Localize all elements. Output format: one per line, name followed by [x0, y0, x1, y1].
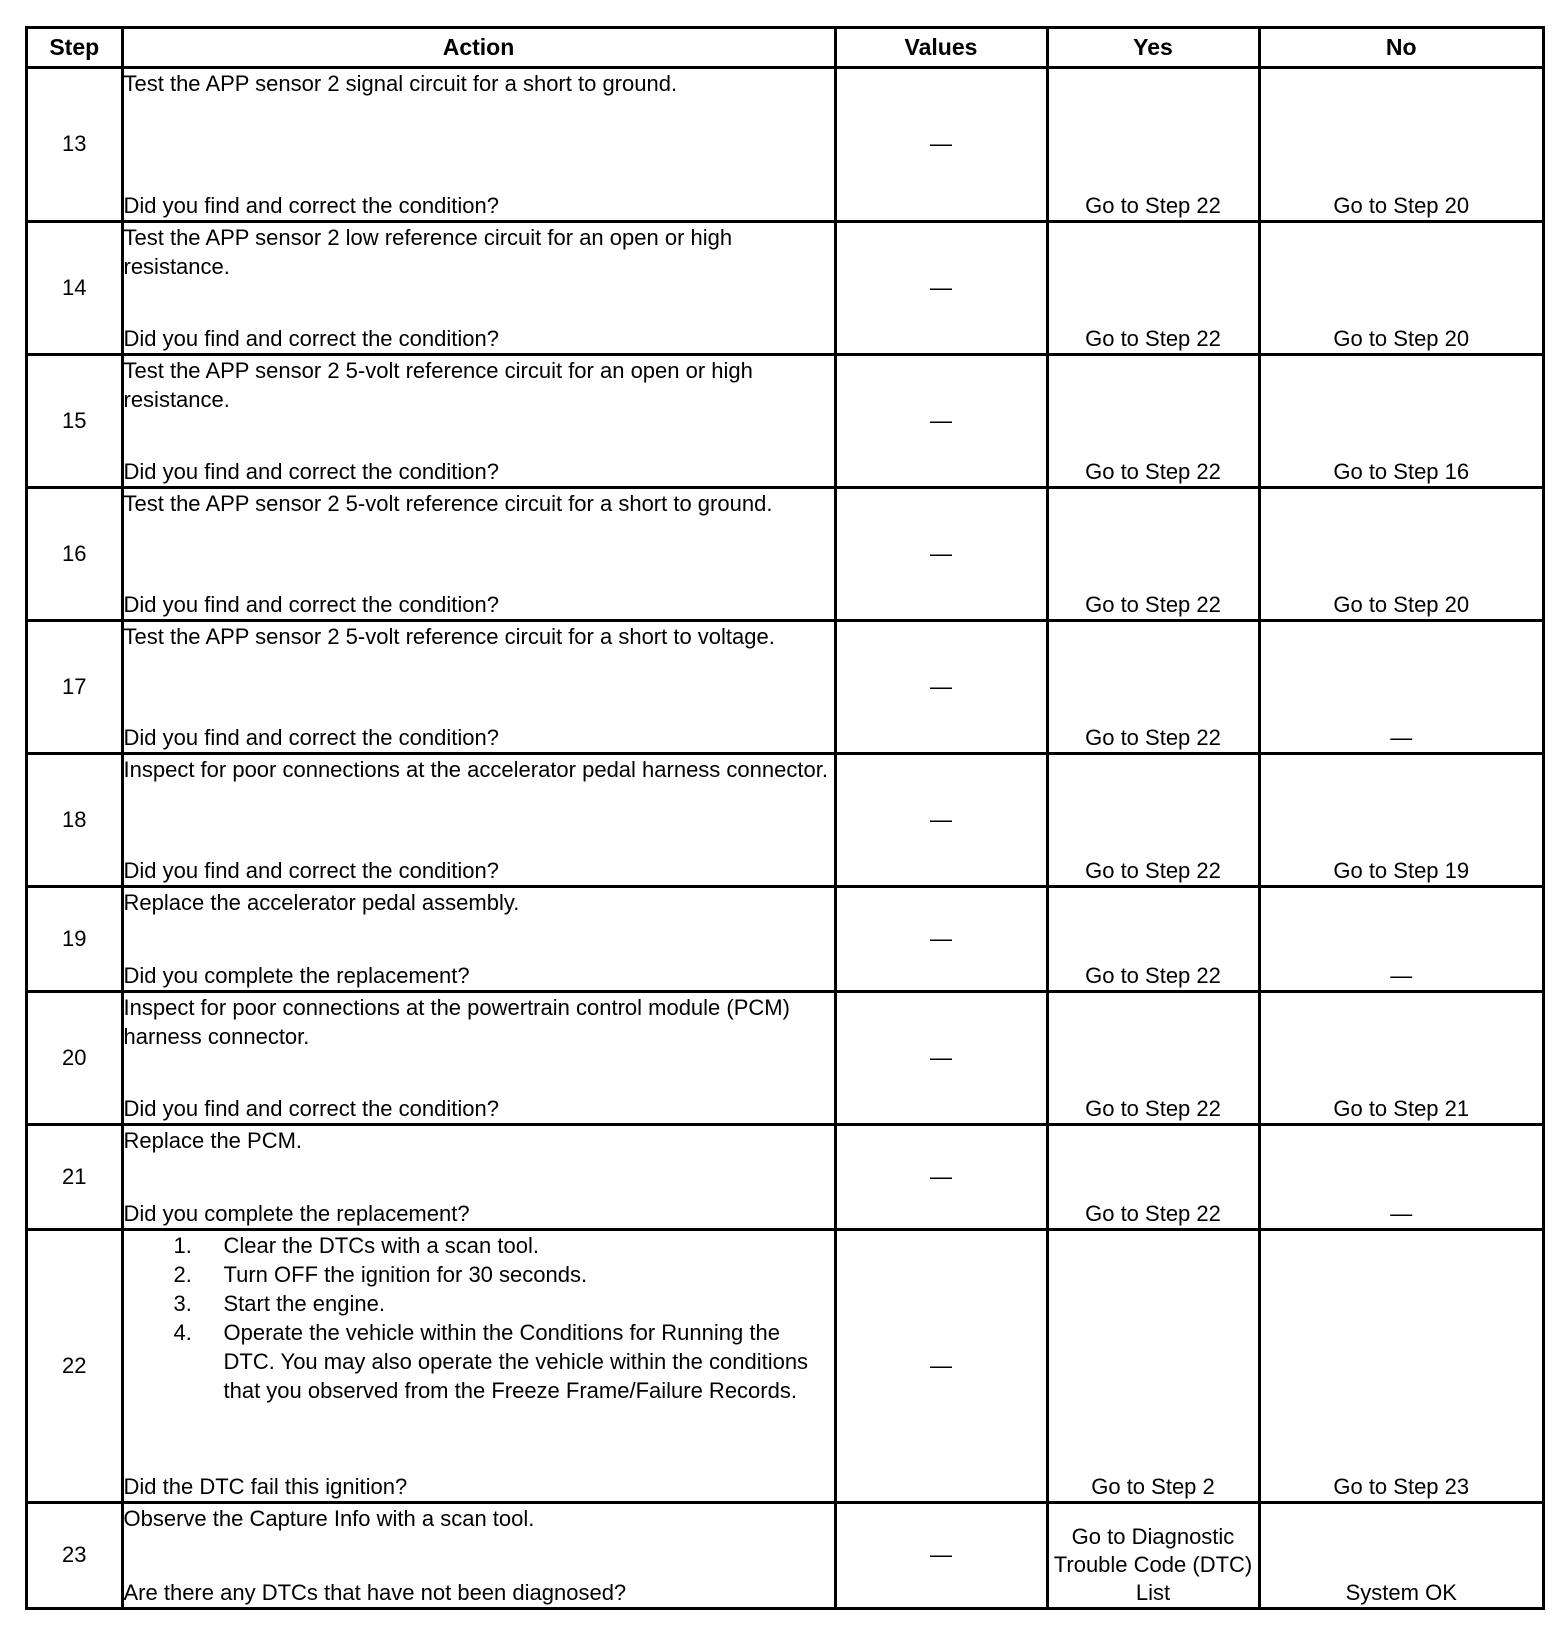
header-action: Action — [122, 29, 835, 68]
procedure-item: Operate the vehicle within the Conditions for Running the DTC. You may also operate the vehicle within the conditions that you observed from the Freeze Frame/Failure Records. — [223, 1319, 809, 1403]
yes-cell: Go to Step 22 — [1047, 354, 1259, 487]
no-cell: Go to Step 19 — [1259, 753, 1542, 886]
action-cell — [122, 620, 835, 753]
action-cell — [122, 753, 835, 886]
header-step: Step — [28, 29, 122, 68]
action-text: Replace the accelerator pedal assembly. — [123, 889, 520, 915]
procedure-list — [124, 1231, 834, 1405]
table-row — [28, 221, 1542, 354]
action-text: Replace the PCM. — [123, 1127, 303, 1153]
no-cell: Go to Step 20 — [1259, 487, 1542, 620]
action-text: Test the APP sensor 2 5-volt reference circuit for a short to voltage. — [123, 623, 775, 649]
table-row — [28, 1502, 1542, 1607]
values-cell: — — [835, 354, 1047, 487]
yes-cell: Go to Diagnostic Trouble Code (DTC) List — [1047, 1502, 1259, 1607]
yes-cell: Go to Step 22 — [1047, 620, 1259, 753]
no-cell: — — [1259, 1124, 1542, 1229]
action-text: Test the APP sensor 2 5-volt reference circuit for a short to ground. — [123, 490, 773, 516]
action-cell — [122, 991, 835, 1124]
header-row — [28, 29, 1542, 68]
action-cell — [122, 68, 835, 222]
values-cell: — — [835, 487, 1047, 620]
step-number: 14 — [28, 221, 122, 354]
step-number: 20 — [28, 991, 122, 1124]
table-row — [28, 620, 1542, 753]
action-question: Did you complete the replacement? — [123, 962, 470, 988]
action-text: Test the APP sensor 2 low reference circuit for an open or high resistance. — [123, 224, 733, 279]
yes-cell: Go to Step 22 — [1047, 221, 1259, 354]
table-row — [28, 1229, 1542, 1502]
values-cell: — — [835, 68, 1047, 222]
step-number: 23 — [28, 1502, 122, 1607]
procedure-item: Start the engine. — [223, 1290, 385, 1316]
header-yes: Yes — [1047, 29, 1259, 68]
step-number: 21 — [28, 1124, 122, 1229]
action-cell — [122, 1502, 835, 1607]
header-values: Values — [835, 29, 1047, 68]
table-row — [28, 354, 1542, 487]
action-question: Did you find and correct the condition? — [123, 458, 499, 484]
yes-cell: Go to Step 22 — [1047, 487, 1259, 620]
table-row — [28, 886, 1542, 991]
values-cell: — — [835, 1229, 1047, 1502]
diagnostic-steps-table — [28, 29, 1542, 1607]
action-cell — [122, 886, 835, 991]
yes-cell: Go to Step 22 — [1047, 886, 1259, 991]
action-cell — [122, 1229, 835, 1502]
diagnostic-table-frame — [25, 26, 1545, 1610]
action-text: Inspect for poor connections at the accelerator pedal harness connector. — [123, 756, 828, 782]
no-cell: Go to Step 20 — [1259, 68, 1542, 222]
action-question: Did you find and correct the condition? — [123, 1095, 499, 1121]
action-text: Test the APP sensor 2 signal circuit for a short to ground. — [123, 71, 678, 96]
yes-cell: Go to Step 2 — [1047, 1229, 1259, 1502]
step-number: 16 — [28, 487, 122, 620]
action-question: Did you find and correct the condition? — [123, 724, 499, 750]
values-cell: — — [835, 991, 1047, 1124]
values-cell: — — [835, 753, 1047, 886]
step-number: 18 — [28, 753, 122, 886]
yes-cell: Go to Step 22 — [1047, 753, 1259, 886]
action-question: Did you find and correct the condition? — [123, 325, 499, 351]
values-cell: — — [835, 620, 1047, 753]
step-number: 15 — [28, 354, 122, 487]
action-cell — [122, 487, 835, 620]
no-cell: Go to Step 20 — [1259, 221, 1542, 354]
table-row — [28, 1124, 1542, 1229]
no-cell: System OK — [1259, 1502, 1542, 1607]
no-cell: Go to Step 16 — [1259, 354, 1542, 487]
action-text: Test the APP sensor 2 5-volt reference circuit for an open or high resistance. — [123, 357, 753, 412]
header-no: No — [1259, 29, 1542, 68]
action-cell — [122, 1124, 835, 1229]
action-text: Observe the Capture Info with a scan tool. — [123, 1505, 535, 1531]
procedure-item: Clear the DTCs with a scan tool. — [223, 1232, 539, 1258]
action-question: Did the DTC fail this ignition? — [123, 1473, 408, 1499]
action-question: Did you find and correct the condition? — [123, 192, 499, 218]
table-row — [28, 68, 1542, 222]
step-number: 17 — [28, 620, 122, 753]
action-text: Inspect for poor connections at the powertrain control module (PCM) harness connector. — [123, 994, 790, 1049]
yes-cell: Go to Step 22 — [1047, 68, 1259, 222]
yes-cell: Go to Step 22 — [1047, 991, 1259, 1124]
table-row — [28, 991, 1542, 1124]
step-number: 19 — [28, 886, 122, 991]
table-row — [28, 753, 1542, 886]
step-number: 22 — [28, 1229, 122, 1502]
action-cell — [122, 354, 835, 487]
no-cell: Go to Step 23 — [1259, 1229, 1542, 1502]
values-cell: — — [835, 886, 1047, 991]
yes-cell: Go to Step 22 — [1047, 1124, 1259, 1229]
values-cell: — — [835, 221, 1047, 354]
values-cell: — — [835, 1502, 1047, 1607]
step-number: 13 — [28, 68, 122, 222]
action-question: Did you find and correct the condition? — [123, 591, 499, 617]
action-question: Did you complete the replacement? — [123, 1200, 470, 1226]
action-cell — [122, 221, 835, 354]
table-row — [28, 487, 1542, 620]
procedure-item: Turn OFF the ignition for 30 seconds. — [223, 1261, 588, 1287]
no-cell: — — [1259, 620, 1542, 753]
values-cell: — — [835, 1124, 1047, 1229]
no-cell: Go to Step 21 — [1259, 991, 1542, 1124]
action-question: Did you find and correct the condition? — [123, 857, 499, 883]
no-cell: — — [1259, 886, 1542, 991]
action-question: Are there any DTCs that have not been diagnosed? — [123, 1580, 627, 1605]
